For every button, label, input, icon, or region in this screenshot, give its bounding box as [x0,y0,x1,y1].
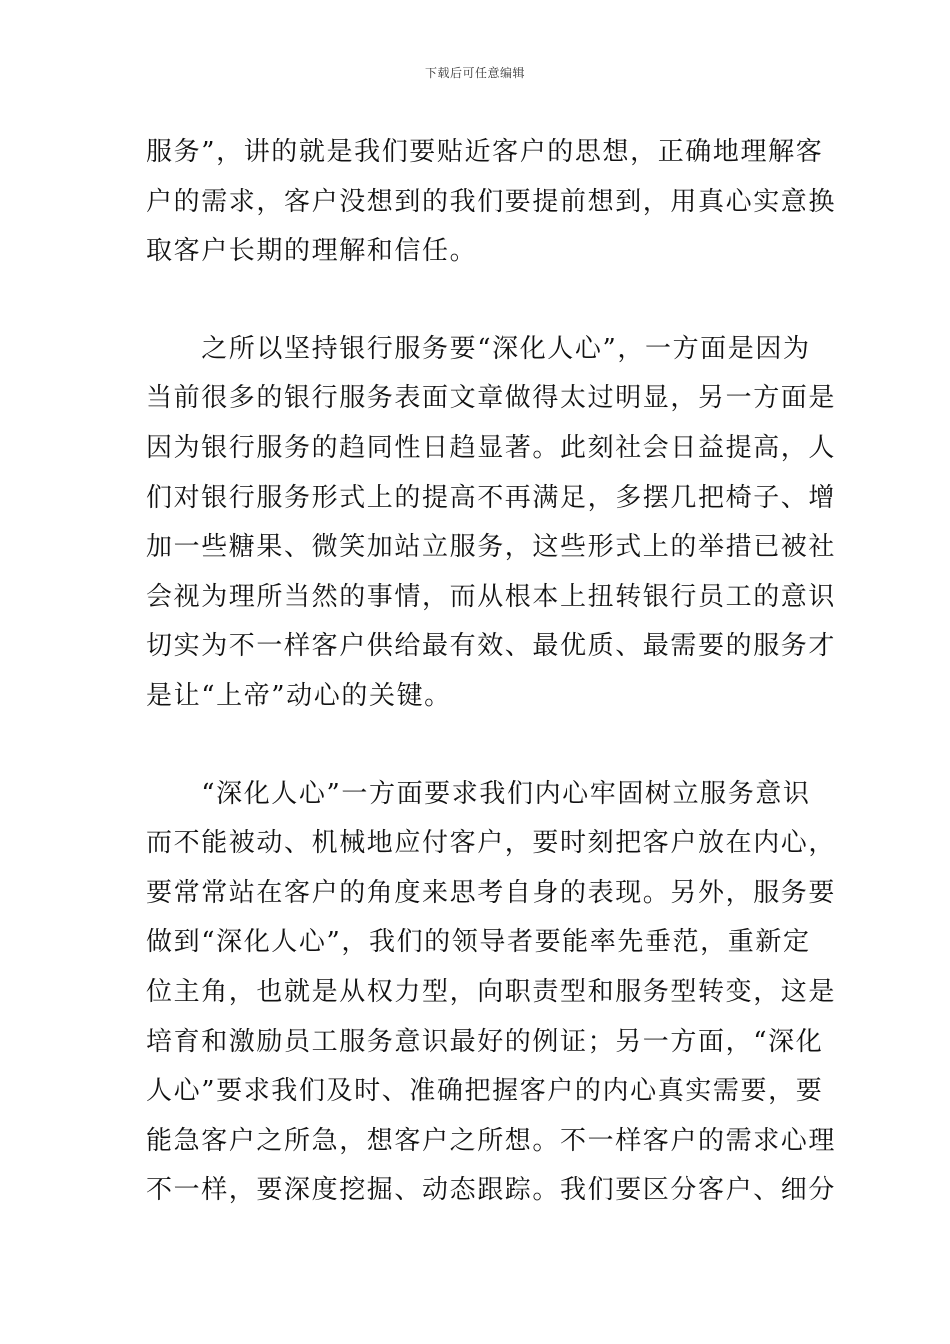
text-line: “深化人心”一方面要求我们内心牢固树立服务意识 [146,778,811,809]
text-line: 们对银行服务形式上的提高不再满足，多摆几把椅子、增 [146,482,837,513]
text-line: 位主角，也就是从权力型，向职责型和服务型转变，这是 [146,976,837,1007]
paragraph-2 [146,325,837,722]
text-line: 当前很多的银行服务表面文章做得太过明显，另一方面是 [146,383,837,414]
paragraph-gap [146,277,806,325]
text-line: 因为银行服务的趋同性日趋显著。此刻社会日益提高，人 [146,432,837,463]
text-line: 而不能被动、机械地应付客户，要时刻把客户放在内心， [146,828,837,859]
text-line: 会视为理所当然的事情，而从根本上扭转银行员工的意识 [146,581,837,612]
text-line: 不一样，要深度挖掘、动态跟踪。我们要区分客户、细分 [146,1175,837,1206]
text-line: 要常常站在客户的角度来思考自身的表现。另外，服务要 [146,877,837,908]
text-line: 之所以坚持银行服务要“深化人心”，一方面是因为 [146,333,811,364]
paragraph-3 [146,770,837,1216]
text-line: 是让“上帝”动心的关键。 [146,680,452,711]
text-line: 做到“深化人心”，我们的领导者要能率先垂范，重新定 [146,927,811,958]
text-line: 培育和激励员工服务意识最好的例证；另一方面，“深化 [146,1026,824,1057]
paragraph-gap [146,722,806,770]
text-line: 户的需求，客户没想到的我们要提前想到，用真心实意换 [146,186,837,217]
page-header: 下载后可任意编辑 [424,66,525,80]
text-line: 人心”要求我们及时、准确把握客户的内心真实需要，要 [146,1076,824,1107]
paragraph-1 [146,128,837,277]
text-line: 能急客户之所急，想客户之所想。不一样客户的需求心理 [146,1125,837,1156]
document-body [146,128,837,1216]
text-line: 取客户长期的理解和信任。 [146,236,478,267]
text-line: 加一些糖果、微笑加站立服务，这些形式上的举措已被社 [146,532,837,563]
text-line: 切实为不一样客户供给最有效、最优质、最需要的服务才 [146,631,837,662]
text-line: 服务”，讲的就是我们要贴近客户的思想，正确地理解客 [146,137,824,167]
